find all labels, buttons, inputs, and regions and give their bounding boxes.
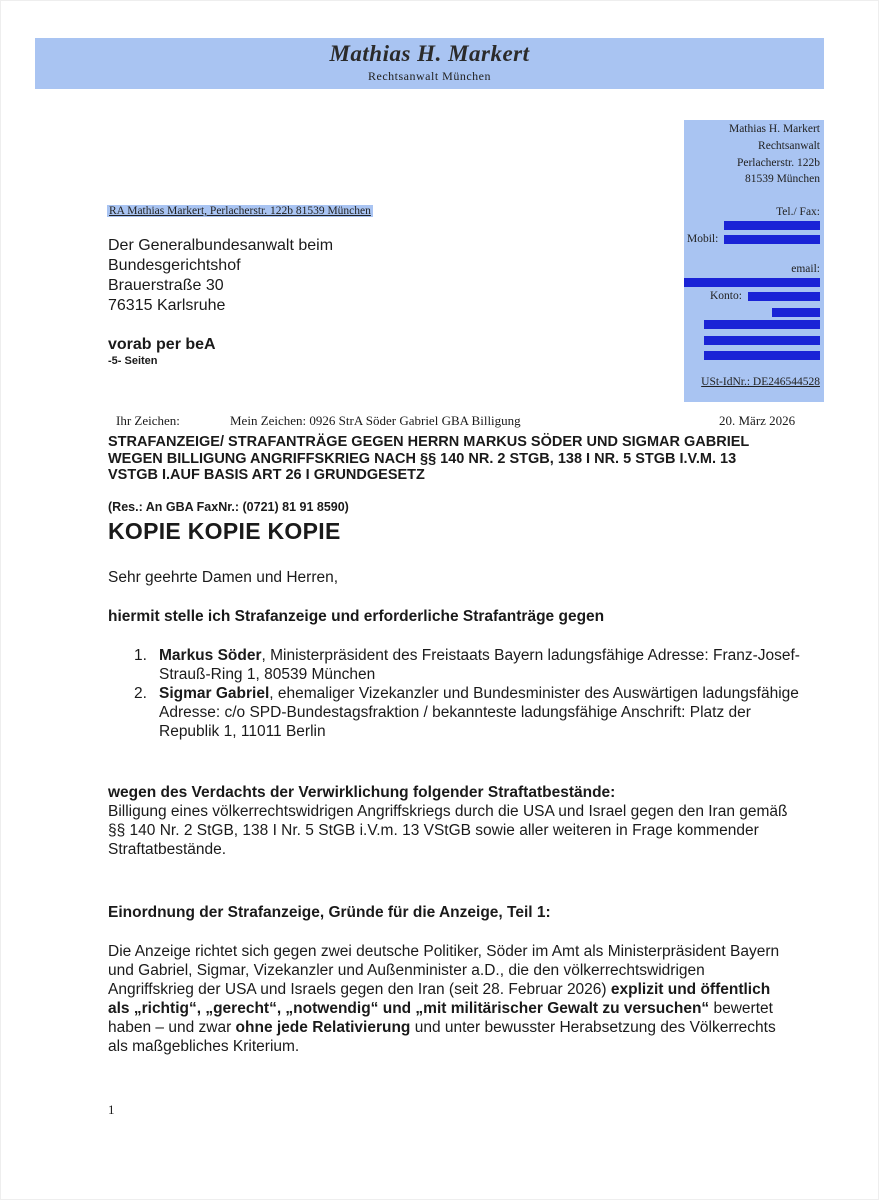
recipient-address xyxy=(108,236,333,316)
page-number: 1 xyxy=(108,1102,115,1117)
accused-details: , Ministerpräsident des Freistaats Bayern ladungsfähige Adresse: Franz-Josef-Strauß-Ring 1, 80539 München xyxy=(159,647,800,683)
copy-stamp: KOPIE KOPIE KOPIE xyxy=(108,518,341,544)
contact-sidebox xyxy=(684,120,824,402)
accused-name: Sigmar Gabriel xyxy=(159,685,270,702)
charges-block xyxy=(108,783,788,859)
mein-zeichen: Mein Zeichen: 0926 StrA Söder Gabriel GBA Billigung xyxy=(230,413,521,428)
letter-date: 20. März 2026 xyxy=(719,413,796,428)
sidebox-konto-label: Konto: xyxy=(710,290,742,302)
sender-return-address: RA Mathias Markert, Perlacherstr. 122b 81539 München xyxy=(109,205,371,217)
para-text-1: Die Anzeige richtet sich gegen zwei deutsche Politiker, Söder im Amt als Ministerpräsident Bayern und Gabriel, Sigmar, Vizekanzler und Außenminister a.D., die den völkerrechtswidrigen Angriffskrieg der USA und Israels gegen den Iran (seit 28. Februar 2026) xyxy=(108,943,780,998)
sidebox-tel-label: Tel./ Fax: xyxy=(776,206,820,218)
para-text-3: und unter bewusster Herabsetzung des Völkerrechts als maßgebliches Kriterium. xyxy=(108,1019,776,1055)
subject-line: STRAFANZEIGE/ STRAFANTRÄGE GEGEN HERRN MARKUS SÖDER UND SIGMAR GABRIEL WEGEN BILLIGUNG ANGRIFFSKRIEG NACH §§ 140 NR. 2 STGB, 138 I NR. 5 STGB I.V.M. 13 VSTGB I.AUF BASIS ART 26 I GRUNDGESETZ xyxy=(108,434,749,483)
recipient-line-3: Brauerstraße 30 xyxy=(108,277,224,294)
sidebox-email-label: email: xyxy=(791,263,820,275)
page-count: -5- Seiten xyxy=(108,355,158,367)
redaction-tel xyxy=(724,221,820,230)
recipient-line-1: Der Generalbundesanwalt beim xyxy=(108,237,334,254)
sidebox-ust-id: USt-IdNr.: DE246544528 xyxy=(701,376,820,388)
charges-text: Billigung eines völkerrechtswidrigen Angriffskriegs durch die USA und Israel gegen den Iran gemäß §§ 140 Nr. 2 StGB, 138 I Nr. 5 StGB i.V.m. 13 VStGB sowie aller weiteren in Frage kommender Straftatbestände. xyxy=(108,803,788,858)
accused-name: Markus Söder xyxy=(159,647,262,664)
charges-heading: wegen des Verdachts der Verwirklichung folgender Straftatbestände: xyxy=(108,784,616,801)
redaction-bank xyxy=(704,351,820,360)
res-fax-line: (Res.: An GBA FaxNr.: (0721) 81 91 8590) xyxy=(108,500,349,514)
salutation: Sehr geehrte Damen und Herren, xyxy=(108,569,339,586)
sidebox-city: 81539 München xyxy=(744,173,820,185)
redaction-mobil xyxy=(724,235,820,244)
para-bold-1: explizit und öffentlich als „richtig“, „gerecht“, „notwendig“ und „mit militärischer Gewalt zu versuchen“ xyxy=(108,981,771,1017)
accused-list xyxy=(134,646,814,741)
redaction-konto xyxy=(748,292,820,301)
recipient-line-2: Bundesgerichtshof xyxy=(108,257,241,274)
reasons-paragraph xyxy=(108,942,788,1056)
list-number: 1. xyxy=(134,647,147,664)
intro-sentence: hiermit stelle ich Strafanzeige und erforderliche Strafanträge gegen xyxy=(108,608,605,625)
redaction-bic xyxy=(704,336,820,345)
recipient-line-4: 76315 Karlsruhe xyxy=(108,297,226,314)
redaction-iban xyxy=(704,320,820,329)
sidebox-mobil-label: Mobil: xyxy=(687,233,719,245)
redaction-konto-2 xyxy=(772,308,820,317)
sidebox-title: Rechtsanwalt xyxy=(758,140,820,152)
letterhead-name: Mathias H. Markert xyxy=(329,41,530,66)
para-text-2: bewertet haben – und zwar xyxy=(108,1000,773,1036)
list-item xyxy=(134,684,814,741)
delivery-method: vorab per beA xyxy=(108,336,216,353)
letterhead-subtitle: Rechtsanwalt München xyxy=(368,69,491,83)
para-bold-2: ohne jede Relativierung xyxy=(235,1019,411,1036)
redaction-email xyxy=(684,278,820,287)
list-item xyxy=(134,646,814,684)
sidebox-street: Perlacherstr. 122b xyxy=(736,157,820,169)
accused-details: , ehemaliger Vizekanzler und Bundesminister des Auswärtigen ladungsfähige Adresse: c/o SPD-Bundestagsfraktion / bekannteste ladungsfähige Anschrift: Platz der Republik 1, 11011 Berlin xyxy=(159,685,799,740)
section-heading: Einordnung der Strafanzeige, Gründe für die Anzeige, Teil 1: xyxy=(108,904,551,921)
sidebox-name: Mathias H. Markert xyxy=(728,123,820,135)
letterhead-banner xyxy=(35,38,824,89)
ihr-zeichen-label: Ihr Zeichen: xyxy=(116,413,180,428)
list-number: 2. xyxy=(134,685,147,702)
